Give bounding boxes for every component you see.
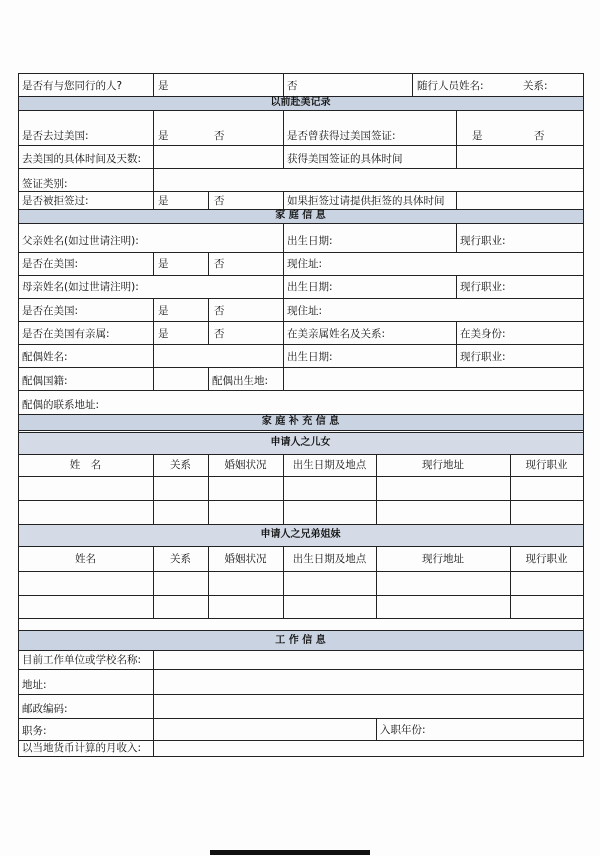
father-in-us-no[interactable]: 否 bbox=[214, 258, 225, 270]
children-col-occupation: 现行职业 bbox=[525, 459, 568, 471]
line bbox=[18, 756, 584, 757]
work-address-label: 地址: bbox=[22, 679, 47, 691]
spouse-name-label: 配偶姓名: bbox=[22, 351, 68, 363]
father-address-label: 现住址: bbox=[287, 258, 323, 270]
mother-in-us-label: 是否在美国: bbox=[22, 305, 79, 317]
visa-type-label: 签证类别: bbox=[22, 178, 68, 190]
visited-us-label: 是否去过美国: bbox=[22, 130, 89, 142]
postal-code-label: 邮政编码: bbox=[22, 703, 68, 715]
companion-relation-label: 关系: bbox=[523, 80, 548, 92]
line bbox=[456, 275, 457, 298]
line bbox=[283, 298, 284, 344]
had-visa-no[interactable]: 否 bbox=[534, 130, 545, 142]
line bbox=[208, 298, 209, 344]
companions-no[interactable]: 否 bbox=[287, 80, 298, 92]
line bbox=[456, 321, 457, 344]
father-in-us-yes[interactable]: 是 bbox=[158, 258, 169, 270]
line bbox=[283, 367, 284, 390]
line bbox=[18, 390, 584, 391]
line bbox=[18, 630, 584, 631]
siblings-col-name: 姓名 bbox=[75, 553, 96, 565]
line bbox=[18, 432, 584, 433]
line bbox=[283, 191, 284, 209]
line bbox=[208, 191, 209, 209]
mother-birth-label: 出生日期: bbox=[287, 281, 333, 293]
line bbox=[456, 344, 457, 367]
line bbox=[412, 73, 413, 96]
visit-time-label: 去美国的具体时间及天数: bbox=[22, 153, 142, 165]
line bbox=[283, 252, 284, 275]
mother-name-label: 母亲姓名(如过世请注明): bbox=[22, 281, 139, 293]
father-in-us-label: 是否在美国: bbox=[22, 258, 79, 270]
bottom-bar bbox=[210, 850, 370, 855]
relatives-in-us-no[interactable]: 否 bbox=[214, 328, 225, 340]
line bbox=[18, 223, 584, 224]
line bbox=[153, 650, 154, 756]
line bbox=[18, 546, 584, 547]
children-header: 申请人之儿女 bbox=[270, 437, 331, 448]
siblings-col-birth: 出生日期及地点 bbox=[292, 553, 367, 565]
line bbox=[376, 718, 377, 740]
siblings-col-relation: 关系 bbox=[170, 553, 191, 565]
visited-us-yes[interactable]: 是 bbox=[158, 130, 169, 142]
monthly-income-label: 以当地货币计算的月收入: bbox=[22, 742, 142, 754]
mother-occupation-label: 现行职业: bbox=[460, 281, 506, 293]
children-col-address: 现行地址 bbox=[422, 459, 464, 471]
line bbox=[18, 524, 584, 525]
line bbox=[153, 344, 154, 390]
children-col-name: 姓 名 bbox=[69, 459, 102, 471]
line bbox=[283, 275, 284, 298]
line bbox=[456, 223, 457, 252]
relatives-in-us-yes[interactable]: 是 bbox=[158, 328, 169, 340]
mother-in-us-yes[interactable]: 是 bbox=[158, 305, 169, 317]
father-birth-label: 出生日期: bbox=[287, 235, 333, 247]
visited-us-no[interactable]: 否 bbox=[214, 130, 225, 142]
line bbox=[18, 595, 584, 596]
employer-label: 目前工作单位或学校名称: bbox=[22, 654, 142, 666]
line bbox=[18, 414, 584, 415]
spouse-birth-label: 出生日期: bbox=[287, 351, 333, 363]
companion-name-label: 随行人员姓名: bbox=[417, 80, 484, 92]
refused-yes[interactable]: 是 bbox=[158, 195, 169, 207]
siblings-header: 申请人之兄弟姐妹 bbox=[260, 529, 341, 540]
line bbox=[18, 694, 584, 695]
start-year-label: 入职年份: bbox=[380, 724, 426, 736]
line bbox=[18, 321, 584, 322]
spouse-contact-label: 配偶的联系地址: bbox=[22, 399, 100, 411]
line bbox=[18, 476, 584, 477]
line bbox=[283, 223, 284, 252]
companions-yes[interactable]: 是 bbox=[158, 80, 169, 92]
father-name-label: 父亲姓名(如过世请注明): bbox=[22, 235, 139, 247]
had-visa-label: 是否曾获得过美国签证: bbox=[287, 130, 396, 142]
line bbox=[18, 344, 584, 345]
line bbox=[18, 110, 584, 111]
had-visa-yes[interactable]: 是 bbox=[472, 130, 483, 142]
line bbox=[18, 275, 584, 276]
line bbox=[283, 344, 284, 367]
line bbox=[18, 500, 584, 501]
refusal-time-label: 如果拒签过请提供拒签的具体时间 bbox=[287, 195, 445, 207]
line bbox=[18, 73, 584, 74]
family-supplement-header: 家 庭 补 充 信 息 bbox=[261, 416, 340, 427]
line bbox=[18, 367, 584, 368]
siblings-col-marital: 婚姻状况 bbox=[224, 553, 267, 565]
children-col-birth: 出生日期及地点 bbox=[292, 459, 367, 471]
line bbox=[18, 454, 584, 455]
children-col-marital: 婚姻状况 bbox=[224, 459, 267, 471]
line bbox=[18, 740, 584, 741]
spouse-birthplace-label: 配偶出生地: bbox=[212, 375, 269, 387]
line bbox=[283, 110, 284, 168]
prior-visit-header: 以前赴美记录 bbox=[270, 97, 331, 108]
relative-name-relation-label: 在美亲属姓名及关系: bbox=[287, 328, 386, 340]
line bbox=[18, 718, 584, 719]
mother-in-us-no[interactable]: 否 bbox=[214, 305, 225, 317]
line bbox=[208, 367, 209, 390]
line bbox=[18, 168, 584, 169]
refused-no[interactable]: 否 bbox=[214, 195, 225, 207]
line bbox=[153, 110, 154, 191]
line bbox=[18, 571, 584, 572]
line bbox=[456, 191, 457, 209]
companions-question: 是否有与您同行的人? bbox=[22, 80, 123, 92]
position-label: 职务: bbox=[22, 725, 47, 737]
line bbox=[18, 430, 584, 431]
children-col-relation: 关系 bbox=[170, 459, 191, 471]
line bbox=[208, 252, 209, 275]
mother-address-label: 现住址: bbox=[287, 305, 323, 317]
line bbox=[456, 110, 457, 168]
line bbox=[153, 252, 154, 275]
line bbox=[18, 298, 584, 299]
line bbox=[18, 145, 584, 146]
refused-label: 是否被拒签过: bbox=[22, 195, 89, 207]
line bbox=[153, 191, 154, 209]
spouse-occupation-label: 现行职业: bbox=[460, 351, 506, 363]
line bbox=[283, 73, 284, 96]
family-header: 家 庭 信 息 bbox=[275, 210, 326, 221]
us-status-label: 在美身份: bbox=[460, 328, 506, 340]
siblings-col-occupation: 现行职业 bbox=[525, 553, 568, 565]
relatives-in-us-label: 是否在美国有亲属: bbox=[22, 328, 110, 340]
siblings-col-address: 现行地址 bbox=[422, 553, 464, 565]
line bbox=[153, 73, 154, 96]
line bbox=[18, 191, 584, 192]
father-occupation-label: 现行职业: bbox=[460, 235, 506, 247]
line bbox=[18, 650, 584, 651]
work-header: 工 作 信 息 bbox=[275, 635, 326, 646]
line bbox=[18, 669, 584, 670]
spouse-nationality-label: 配偶国籍: bbox=[22, 375, 68, 387]
line bbox=[18, 618, 584, 619]
line bbox=[153, 298, 154, 344]
line bbox=[18, 252, 584, 253]
visa-time-label: 获得美国签证的具体时间 bbox=[287, 153, 403, 165]
